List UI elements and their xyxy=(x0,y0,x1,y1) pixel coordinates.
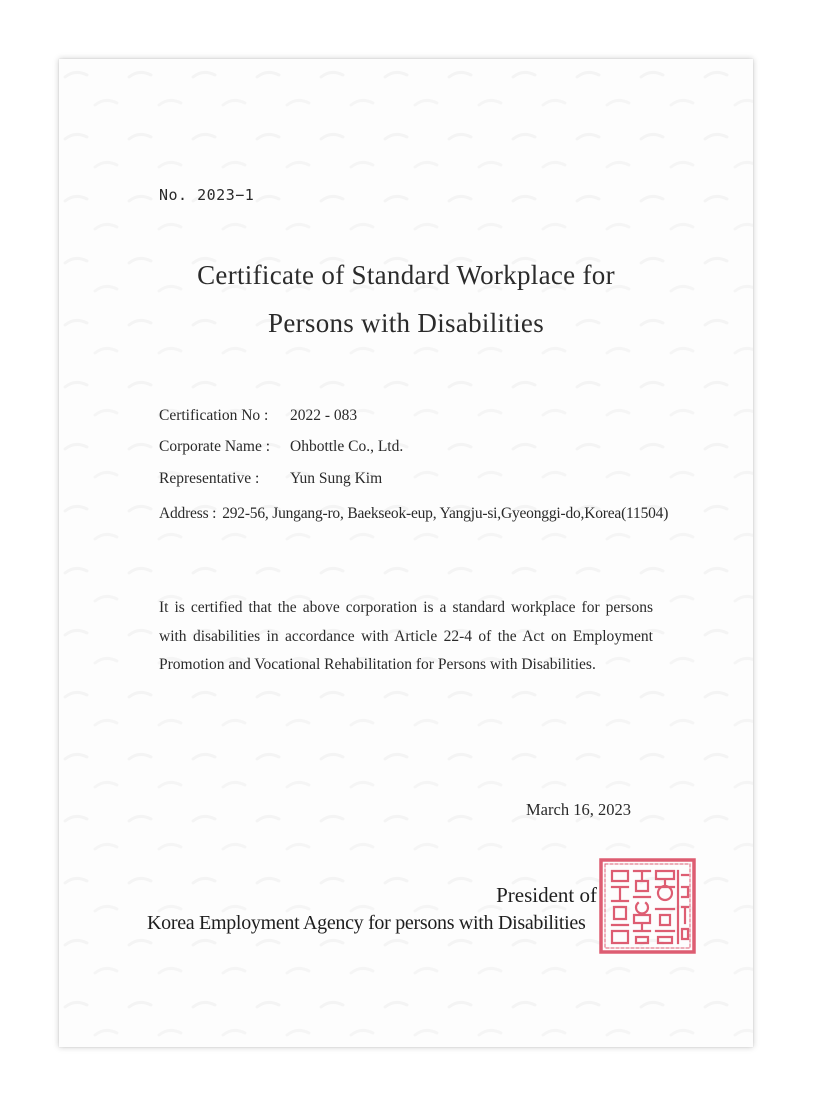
document-number: No. 2023−1 xyxy=(159,186,255,204)
certification-statement: It is certified that the above corporation is a standard workplace for persons with disabilities in accordance with Article 22-4 of the Act on Employment Promotion and Vocational Rehabilitation for Persons with Disabilities. xyxy=(159,599,653,673)
address-label: Address : xyxy=(159,505,217,522)
signatory-title: President of xyxy=(496,883,597,907)
representative-value: Yun Sung Kim xyxy=(290,470,383,487)
corporate-name-value: Ohbottle Co., Ltd. xyxy=(290,438,404,455)
issuing-agency: Korea Employment Agency for persons with Disabilities xyxy=(147,912,586,934)
certificate-title-line-2: Persons with Disabilities xyxy=(268,308,544,338)
certification-number-label: Certification No : xyxy=(159,407,269,424)
certificate-page xyxy=(59,59,753,1047)
official-seal-stamp-icon xyxy=(598,857,697,955)
representative-label: Representative : xyxy=(159,470,260,487)
corporate-name-label: Corporate Name : xyxy=(159,438,271,455)
address-field xyxy=(159,505,668,523)
representative-field xyxy=(159,470,382,488)
certification-number-field xyxy=(159,407,357,425)
corporate-name-field xyxy=(159,438,403,456)
certificate-title-line-1: Certificate of Standard Workplace for xyxy=(197,260,615,290)
certification-number-value: 2022 - 083 xyxy=(290,407,358,424)
issue-date: March 16, 2023 xyxy=(526,800,631,819)
address-value: 292-56, Jungang-ro, Baekseok-eup, Yangju-si,Gyeonggi-do,Korea(11504) xyxy=(222,505,669,522)
